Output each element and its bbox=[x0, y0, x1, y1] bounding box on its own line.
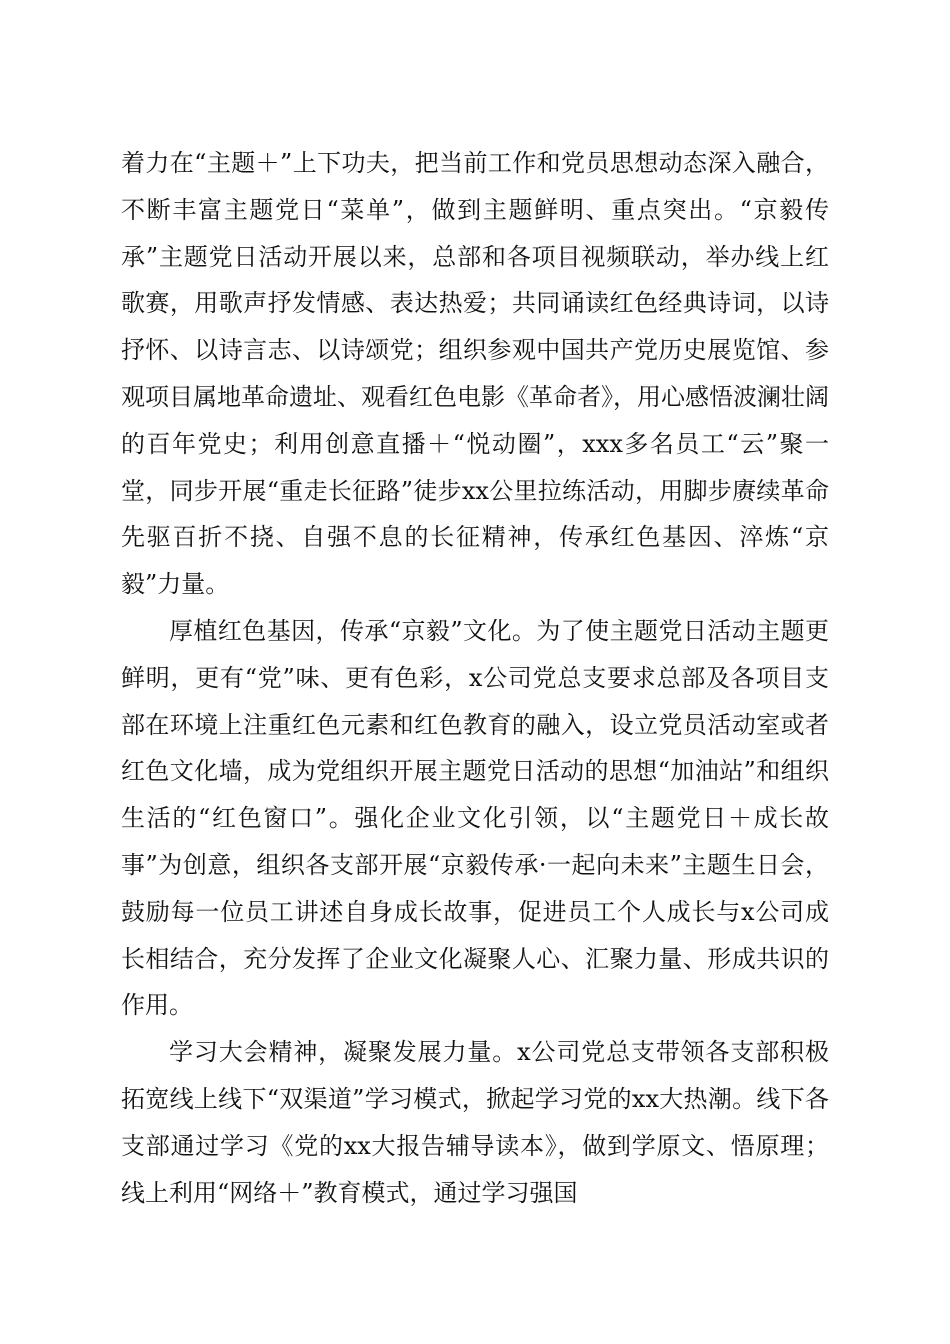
paragraph-red-gene-culture: 厚植红色基因，传承“京毅”文化。为了使主题党日活动主题更鲜明，更有“党”味、更有色彩，x公司党总支要求总部及各项目支部在环境上注重红色元素和红色教育的融入，设立党员活动室或者红色文化墙，成为党组织开展主题党日活动的思想“加油站”和组织生活的“红色窗口”。强化企业文化引领，以“主题党日＋成长故事”为创意，组织各支部开展“京毅传承·一起向未来”主题生日会，鼓励每一位员工讲述自身成长故事，促进员工个人成长与x公司成长相结合，充分发挥了企业文化凝聚人心、汇聚力量、形成共识的作用。 bbox=[121, 616, 829, 1020]
document-body bbox=[121, 140, 829, 1216]
paragraph-theme-activities: 着力在“主题＋”上下功夫，把当前工作和党员思想动态深入融合，不断丰富主题党日“菜单”，做到主题鲜明、重点突出。“京毅传承”主题党日活动开展以来，总部和各项目视频联动，举办线上红歌赛，用歌声抒发情感、表达热爱；共同诵读红色经典诗词，以诗抒怀、以诗言志、以诗颂党；组织参观中国共产党历史展览馆、参观项目属地革命遗址、观看红色电影《革命者》，用心感悟波澜壮阔的百年党史；利用创意直播＋“悦动圈”，xxx多名员工“云”聚一堂，同步开展“重走长征路”徒步xx公里拉练活动，用脚步赓续革命先驱百折不挠、自强不息的长征精神，传承红色基因、淬炼“京毅”力量。 bbox=[121, 149, 829, 599]
paragraph-study-congress-spirit: 学习大会精神，凝聚发展力量。x公司党总支带领各支部积极拓宽线上线下“双渠道”学习模式，掀起学习党的xx大热潮。线下各支部通过学习《党的xx大报告辅导读本》，做到学原文、悟原理；线上利用“网络＋”教育模式，通过学习强国 bbox=[121, 1038, 829, 1207]
